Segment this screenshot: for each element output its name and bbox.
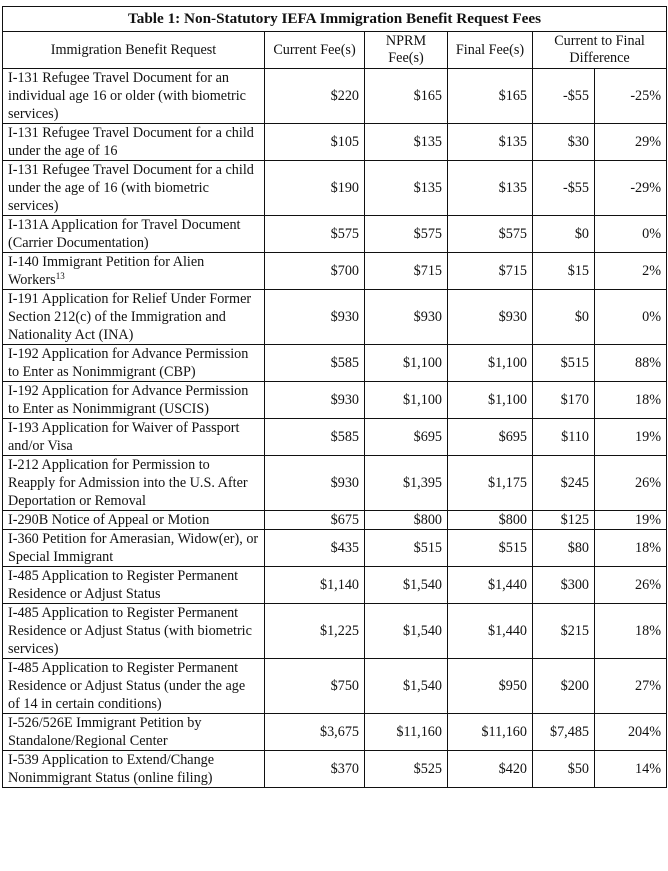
nprm-fee-cell: $715 — [365, 253, 448, 290]
current-fee-cell: $190 — [265, 161, 365, 216]
request-text: I-191 Application for Relief Under Former Section 212(c) of the Immigration and Nationality Act (INA) — [8, 291, 252, 343]
difference-amount-cell: $15 — [533, 253, 595, 290]
difference-amount-cell: $110 — [533, 419, 595, 456]
nprm-fee-cell: $135 — [365, 124, 448, 161]
table-row — [3, 659, 667, 714]
request-text: I-539 Application to Extend/Change Nonimmigrant Status (online filing) — [8, 752, 215, 786]
request-cell — [3, 567, 265, 604]
final-fee-cell: $1,440 — [448, 567, 533, 604]
difference-percent-cell: 29% — [595, 124, 667, 161]
fee-table-body — [3, 7, 667, 788]
request-cell — [3, 382, 265, 419]
request-cell — [3, 419, 265, 456]
nprm-fee-cell: $1,540 — [365, 604, 448, 659]
request-text: I-485 Application to Register Permanent Residence or Adjust Status (with biometric services) — [8, 605, 252, 657]
difference-amount-cell: -$55 — [533, 161, 595, 216]
header-final-fee: Final Fee(s) — [448, 32, 533, 69]
final-fee-cell: $715 — [448, 253, 533, 290]
difference-percent-cell: 2% — [595, 253, 667, 290]
difference-amount-cell: $7,485 — [533, 714, 595, 751]
nprm-fee-cell: $800 — [365, 511, 448, 530]
difference-amount-cell: $515 — [533, 345, 595, 382]
difference-amount-cell: -$55 — [533, 69, 595, 124]
current-fee-cell: $585 — [265, 419, 365, 456]
current-fee-cell: $675 — [265, 511, 365, 530]
table-row — [3, 345, 667, 382]
request-cell — [3, 604, 265, 659]
request-cell — [3, 216, 265, 253]
final-fee-cell: $930 — [448, 290, 533, 345]
difference-percent-cell: 18% — [595, 382, 667, 419]
current-fee-cell: $435 — [265, 530, 365, 567]
request-cell — [3, 161, 265, 216]
request-text: I-192 Application for Advance Permission to Enter as Nonimmigrant (USCIS) — [8, 383, 249, 417]
request-cell — [3, 69, 265, 124]
table-row — [3, 161, 667, 216]
header-difference: Current to Final Difference — [533, 32, 667, 69]
footnote-marker: 13 — [55, 271, 65, 281]
request-text: I-140 Immigrant Petition for Alien Workers — [8, 254, 205, 288]
table-row — [3, 530, 667, 567]
request-cell — [3, 511, 265, 530]
difference-percent-cell: 0% — [595, 290, 667, 345]
table-row — [3, 511, 667, 530]
fee-table — [2, 6, 667, 788]
current-fee-cell: $1,225 — [265, 604, 365, 659]
nprm-fee-cell: $525 — [365, 751, 448, 788]
request-text: I-131 Refugee Travel Document for a child under the age of 16 — [8, 125, 254, 159]
header-request: Immigration Benefit Request — [3, 32, 265, 69]
current-fee-cell: $1,140 — [265, 567, 365, 604]
current-fee-cell: $575 — [265, 216, 365, 253]
request-text: I-192 Application for Advance Permission to Enter as Nonimmigrant (CBP) — [8, 346, 249, 380]
table-row — [3, 216, 667, 253]
current-fee-cell: $370 — [265, 751, 365, 788]
header-current-fee: Current Fee(s) — [265, 32, 365, 69]
table-row — [3, 253, 667, 290]
difference-amount-cell: $80 — [533, 530, 595, 567]
difference-amount-cell: $200 — [533, 659, 595, 714]
request-text: I-212 Application for Permission to Reapply for Admission into the U.S. After Deportation or Removal — [8, 457, 248, 509]
final-fee-cell: $165 — [448, 69, 533, 124]
difference-percent-cell: 26% — [595, 567, 667, 604]
nprm-fee-cell: $695 — [365, 419, 448, 456]
difference-amount-cell: $50 — [533, 751, 595, 788]
nprm-fee-cell: $165 — [365, 69, 448, 124]
final-fee-cell: $800 — [448, 511, 533, 530]
nprm-fee-cell: $1,540 — [365, 659, 448, 714]
table-row — [3, 714, 667, 751]
header-nprm-fee: NPRM Fee(s) — [365, 32, 448, 69]
table-row — [3, 290, 667, 345]
final-fee-cell: $1,100 — [448, 345, 533, 382]
current-fee-cell: $930 — [265, 382, 365, 419]
nprm-fee-cell: $575 — [365, 216, 448, 253]
difference-amount-cell: $125 — [533, 511, 595, 530]
difference-percent-cell: 0% — [595, 216, 667, 253]
request-text: I-193 Application for Waiver of Passport and/or Visa — [8, 420, 240, 454]
request-cell — [3, 456, 265, 511]
difference-percent-cell: 18% — [595, 604, 667, 659]
request-text: I-485 Application to Register Permanent Residence or Adjust Status (under the age of 14 in certain conditions) — [8, 660, 246, 712]
current-fee-cell: $700 — [265, 253, 365, 290]
nprm-fee-cell: $135 — [365, 161, 448, 216]
final-fee-cell: $575 — [448, 216, 533, 253]
current-fee-cell: $3,675 — [265, 714, 365, 751]
table-row — [3, 567, 667, 604]
nprm-fee-cell: $515 — [365, 530, 448, 567]
current-fee-cell: $220 — [265, 69, 365, 124]
nprm-fee-cell: $1,395 — [365, 456, 448, 511]
request-cell — [3, 345, 265, 382]
nprm-fee-cell: $1,100 — [365, 382, 448, 419]
difference-percent-cell: 14% — [595, 751, 667, 788]
request-cell — [3, 659, 265, 714]
table-caption: Table 1: Non-Statutory IEFA Immigration Benefit Request Fees — [3, 7, 667, 32]
final-fee-cell: $1,440 — [448, 604, 533, 659]
table-row — [3, 751, 667, 788]
request-cell — [3, 290, 265, 345]
current-fee-cell: $105 — [265, 124, 365, 161]
difference-percent-cell: -29% — [595, 161, 667, 216]
difference-amount-cell: $170 — [533, 382, 595, 419]
difference-amount-cell: $245 — [533, 456, 595, 511]
table-row — [3, 382, 667, 419]
final-fee-cell: $420 — [448, 751, 533, 788]
caption-row — [3, 7, 667, 32]
request-cell — [3, 124, 265, 161]
difference-amount-cell: $30 — [533, 124, 595, 161]
difference-amount-cell: $0 — [533, 216, 595, 253]
current-fee-cell: $585 — [265, 345, 365, 382]
final-fee-cell: $695 — [448, 419, 533, 456]
difference-percent-cell: 26% — [595, 456, 667, 511]
difference-percent-cell: 19% — [595, 419, 667, 456]
difference-amount-cell: $215 — [533, 604, 595, 659]
final-fee-cell: $515 — [448, 530, 533, 567]
request-text: I-131 Refugee Travel Document for an individual age 16 or older (with biometric services) — [8, 70, 246, 122]
nprm-fee-cell: $1,100 — [365, 345, 448, 382]
current-fee-cell: $750 — [265, 659, 365, 714]
request-cell — [3, 714, 265, 751]
request-text: I-526/526E Immigrant Petition by Standalone/Regional Center — [8, 715, 202, 749]
request-text: I-360 Petition for Amerasian, Widow(er), or Special Immigrant — [8, 531, 259, 565]
nprm-fee-cell: $930 — [365, 290, 448, 345]
final-fee-cell: $1,175 — [448, 456, 533, 511]
current-fee-cell: $930 — [265, 290, 365, 345]
current-fee-cell: $930 — [265, 456, 365, 511]
difference-amount-cell: $0 — [533, 290, 595, 345]
difference-percent-cell: 18% — [595, 530, 667, 567]
difference-amount-cell: $300 — [533, 567, 595, 604]
final-fee-cell: $950 — [448, 659, 533, 714]
header-row — [3, 32, 667, 69]
request-text: I-290B Notice of Appeal or Motion — [8, 512, 210, 528]
request-cell — [3, 253, 265, 290]
request-text: I-131A Application for Travel Document (Carrier Documentation) — [8, 217, 241, 251]
request-text: I-131 Refugee Travel Document for a child under the age of 16 (with biometric services) — [8, 162, 254, 214]
request-cell — [3, 530, 265, 567]
difference-percent-cell: 19% — [595, 511, 667, 530]
difference-percent-cell: 88% — [595, 345, 667, 382]
nprm-fee-cell: $11,160 — [365, 714, 448, 751]
final-fee-cell: $11,160 — [448, 714, 533, 751]
table-row — [3, 456, 667, 511]
table-row — [3, 124, 667, 161]
final-fee-cell: $1,100 — [448, 382, 533, 419]
final-fee-cell: $135 — [448, 124, 533, 161]
table-row — [3, 604, 667, 659]
request-cell — [3, 751, 265, 788]
request-text: I-485 Application to Register Permanent Residence or Adjust Status — [8, 568, 239, 602]
table-row — [3, 69, 667, 124]
final-fee-cell: $135 — [448, 161, 533, 216]
difference-percent-cell: 204% — [595, 714, 667, 751]
difference-percent-cell: 27% — [595, 659, 667, 714]
nprm-fee-cell: $1,540 — [365, 567, 448, 604]
table-row — [3, 419, 667, 456]
difference-percent-cell: -25% — [595, 69, 667, 124]
